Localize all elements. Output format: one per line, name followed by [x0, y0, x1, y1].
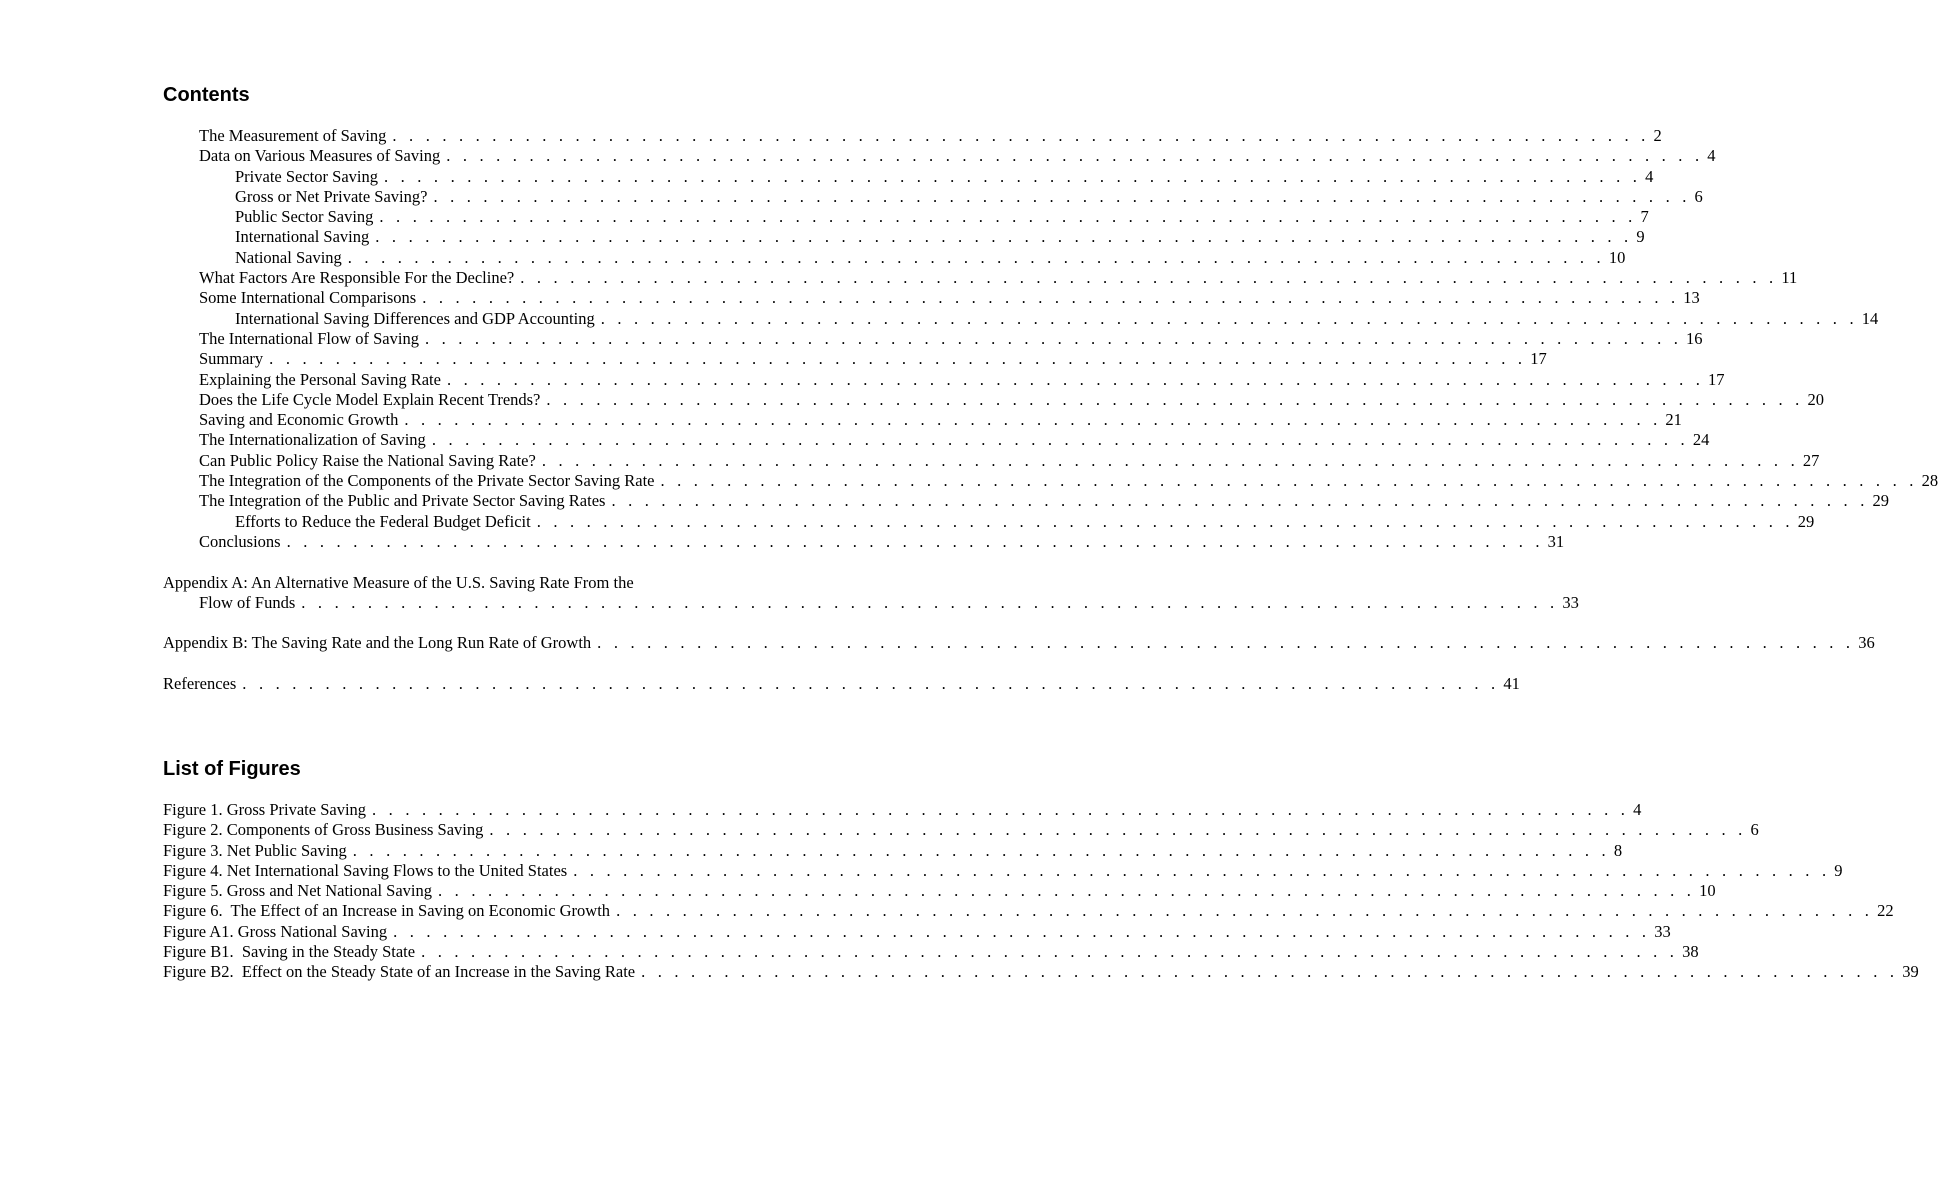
toc-entry-label: Does the Life Cycle Model Explain Recent Trends? [199, 389, 541, 409]
toc-entry-label: Can Public Policy Raise the National Saving Rate? [199, 450, 536, 470]
toc-entry-label: Explaining the Personal Saving Rate [199, 369, 441, 389]
toc-page-number: 41 [1503, 674, 1520, 694]
toc-page-number: 28 [1921, 471, 1938, 491]
toc-entry-label: Private Sector Saving [235, 166, 378, 186]
toc-page-number: 16 [1686, 328, 1703, 348]
dot-leader: . . . . . . . . . . . . . . . . . . . . . . . . . . . . . . . . . . . . . . . . . . . . . . . . . . . . . . . . . . . . . . . . . . . . . . . . . . . . [422, 288, 1680, 308]
dot-leader: . . . . . . . . . . . . . . . . . . . . . . . . . . . . . . . . . . . . . . . . . . . . . . . . . . . . . . . . . . . . . . . . . . . . . . . . . . . . [641, 962, 1899, 982]
toc-entry[interactable] [163, 369, 1725, 390]
toc-entry-label: The International Flow of Saving [199, 328, 419, 348]
toc-entry[interactable] [163, 471, 1938, 491]
toc-entry[interactable] [163, 511, 1815, 532]
toc-entry[interactable] [163, 207, 1649, 227]
figure-page-number: 9 [1834, 860, 1843, 880]
figures-heading: List of Figures [163, 758, 301, 780]
dot-leader: . . . . . . . . . . . . . . . . . . . . . . . . . . . . . . . . . . . . . . . . . . . . . . . . . . . . . . . . . . . . . . . . . . . . . . . . . . . . [660, 471, 1918, 491]
dot-leader: . . . . . . . . . . . . . . . . . . . . . . . . . . . . . . . . . . . . . . . . . . . . . . . . . . . . . . . . . . . . . . . . . . . . . . . . . . . . [424, 328, 1683, 348]
dot-leader: . . . . . . . . . . . . . . . . . . . . . . . . . . . . . . . . . . . . . . . . . . . . . . . . . . . . . . . . . . . . . . . . . . . . . . . . . . . . [286, 531, 1544, 551]
dot-leader: . . . . . . . . . . . . . . . . . . . . . . . . . . . . . . . . . . . . . . . . . . . . . . . . . . . . . . . . . . . . . . . . . . . . . . . . . . . . [393, 921, 1651, 941]
figure-entry-label: Figure 3. Net Public Saving [163, 840, 347, 860]
figure-entry[interactable] [163, 921, 1671, 942]
toc-entry[interactable] [163, 450, 1820, 471]
dot-leader: . . . . . . . . . . . . . . . . . . . . . . . . . . . . . . . . . . . . . . . . . . . . . . . . . . . . . . . . . . . . . . . . . . . . . . . . . . . . [520, 268, 1778, 288]
toc-entry-label: What Factors Are Responsible For the Decline? [199, 268, 515, 288]
dot-leader: . . . . . . . . . . . . . . . . . . . . . . . . . . . . . . . . . . . . . . . . . . . . . . . . . . . . . . . . . . . . . . . . . . . . . . . . . . . . [431, 430, 1689, 450]
toc-entry-label: Efforts to Reduce the Federal Budget Deficit [235, 511, 531, 531]
toc-entry-appendix-a-line1[interactable] [163, 573, 758, 593]
toc-entry-label: Saving and Economic Growth [199, 410, 399, 430]
dot-leader: . . . . . . . . . . . . . . . . . . . . . . . . . . . . . . . . . . . . . . . . . . . . . . . . . . . . . . . . . . . . . . . . . . . . . . . . . . . . [446, 146, 1704, 166]
dot-leader: . . . . . . . . . . . . . . . . . . . . . . . . . . . . . . . . . . . . . . . . . . . . . . . . . . . . . . . . . . . . . . . . . . . . . . . . . . . . [611, 491, 1869, 511]
figure-page-number: 38 [1682, 942, 1699, 962]
figure-page-number: 33 [1654, 921, 1671, 941]
dot-leader: . . . . . . . . . . . . . . . . . . . . . . . . . . . . . . . . . . . . . . . . . . . . . . . . . . . . . . . . . . . . . . . . . . . . . . . . . . . . [438, 881, 1696, 901]
dot-leader: . . . . . . . . . . . . . . . . . . . . . . . . . . . . . . . . . . . . . . . . . . . . . . . . . . . . . . . . . . . . . . . . . . . . . . . . . . . . [379, 207, 1637, 227]
dot-leader: . . . . . . . . . . . . . . . . . . . . . . . . . . . . . . . . . . . . . . . . . . . . . . . . . . . . . . . . . . . . . . . . . . . . . . . . . . . . [536, 511, 1794, 531]
dot-leader: . . . . . . . . . . . . . . . . . . . . . . . . . . . . . . . . . . . . . . . . . . . . . . . . . . . . . . . . . . . . . . . . . . . . . . . . . . . . [546, 389, 1804, 409]
toc-page-number: 31 [1547, 531, 1565, 551]
toc-entry[interactable] [163, 349, 1547, 369]
toc-entry[interactable] [163, 491, 1890, 511]
toc-entry-references[interactable] [163, 674, 1520, 694]
toc-entry-label: Appendix A: An Alternative Measure of the U.S. Saving Rate From the [163, 572, 634, 592]
figure-page-number: 6 [1750, 820, 1759, 840]
toc-entry[interactable] [163, 410, 1682, 430]
toc-page-number: 17 [1708, 369, 1725, 389]
contents-heading: Contents [163, 84, 250, 106]
figure-entry[interactable] [163, 800, 1642, 820]
toc-entry[interactable] [163, 328, 1703, 349]
toc-page-number: 29 [1872, 491, 1890, 511]
toc-entry-label: Summary [199, 349, 264, 369]
toc-page-number: 11 [1781, 268, 1798, 288]
toc-page-number: 9 [1636, 227, 1645, 247]
toc-page-number: 6 [1694, 186, 1703, 206]
toc-entry-label: Data on Various Measures of Saving [199, 146, 441, 166]
dot-leader: . . . . . . . . . . . . . . . . . . . . . . . . . . . . . . . . . . . . . . . . . . . . . . . . . . . . . . . . . . . . . . . . . . . . . . . . . . . . [352, 840, 1610, 860]
toc-entry-label: Flow of Funds [199, 592, 296, 612]
dot-leader: . . . . . . . . . . . . . . . . . . . . . . . . . . . . . . . . . . . . . . . . . . . . . . . . . . . . . . . . . . . . . . . . . . . . . . . . . . . . [383, 166, 1642, 186]
toc-entry[interactable] [163, 186, 1703, 207]
dot-leader: . . . . . . . . . . . . . . . . . . . . . . . . . . . . . . . . . . . . . . . . . . . . . . . . . . . . . . . . . . . . . . . . . . . . . . . . . . . . [392, 126, 1650, 145]
toc-page-number: 29 [1797, 511, 1815, 531]
toc-entry[interactable] [163, 126, 1662, 146]
toc-entry[interactable] [163, 268, 1798, 288]
toc-entry-label: Appendix B: The Saving Rate and the Long Run Rate of Growth [163, 633, 592, 653]
toc-entry-label: National Saving [235, 247, 342, 267]
toc-entry-label: Some International Comparisons [199, 288, 417, 308]
toc-entry-label: International Saving Differences and GDP Accounting [235, 308, 595, 328]
dot-leader: . . . . . . . . . . . . . . . . . . . . . . . . . . . . . . . . . . . . . . . . . . . . . . . . . . . . . . . . . . . . . . . . . . . . . . . . . . . . [347, 247, 1605, 267]
toc-entry[interactable] [163, 247, 1626, 268]
toc-entry-label: International Saving [235, 227, 370, 247]
figure-entry[interactable] [163, 881, 1716, 901]
toc-entry-label: The Measurement of Saving [199, 126, 387, 145]
figure-entry[interactable] [163, 942, 1699, 962]
toc-entry[interactable] [163, 227, 1645, 247]
toc-page-number: 14 [1861, 308, 1879, 328]
figure-entry-label: Figure 1. Gross Private Saving [163, 800, 367, 819]
figures-list [163, 800, 1919, 983]
figure-entry-label: Figure B1. Saving in the Steady State [163, 942, 416, 962]
toc-page-number: 20 [1807, 389, 1824, 409]
figure-entry[interactable] [163, 840, 1623, 861]
toc-page-number: 10 [1608, 247, 1626, 267]
figure-entry[interactable] [163, 962, 1919, 982]
figure-page-number: 39 [1902, 962, 1919, 982]
figure-page-number: 22 [1877, 901, 1894, 921]
toc-entry-label: The Integration of the Public and Private Sector Saving Rates [199, 491, 606, 511]
dot-leader: . . . . . . . . . . . . . . . . . . . . . . . . . . . . . . . . . . . . . . . . . . . . . . . . . . . . . . . . . . . . . . . . . . . . . . . . . . . . [375, 227, 1633, 247]
toc-entry-label: Gross or Net Private Saving? [235, 186, 428, 206]
toc-entry-appendix-b[interactable] [163, 633, 1875, 653]
toc-page-number: 7 [1640, 207, 1649, 227]
toc-entry-label: The Internationalization of Saving [199, 430, 426, 450]
dot-leader: . . . . . . . . . . . . . . . . . . . . . . . . . . . . . . . . . . . . . . . . . . . . . . . . . . . . . . . . . . . . . . . . . . . . . . . . . . . . [489, 820, 1747, 840]
figure-page-number: 8 [1613, 840, 1623, 860]
figure-entry[interactable] [163, 901, 1894, 921]
toc-page-number: 27 [1802, 450, 1820, 470]
figure-entry-label: Figure 2. Components of Gross Business Saving [163, 820, 484, 840]
figure-entry[interactable] [163, 860, 1843, 881]
contents-list [163, 126, 1938, 694]
toc-page-number: 4 [1645, 166, 1654, 186]
toc-entry-label: References [163, 674, 237, 694]
figure-page-number: 10 [1699, 881, 1716, 901]
figure-entry-label: Figure B2. Effect on the Steady State of an Increase in the Saving Rate [163, 962, 636, 982]
figure-entry[interactable] [163, 820, 1759, 840]
toc-entry-label: The Integration of the Components of the Private Sector Saving Rate [199, 471, 655, 491]
toc-entry-label: Conclusions [199, 531, 281, 551]
toc-page-number: 21 [1665, 410, 1682, 430]
figure-entry-label: Figure 4. Net International Saving Flows to the United States [163, 860, 568, 880]
dot-leader: . . . . . . . . . . . . . . . . . . . . . . . . . . . . . . . . . . . . . . . . . . . . . . . . . . . . . . . . . . . . . . . . . . . . . . . . . . . . [433, 186, 1691, 206]
toc-page-number: 13 [1683, 288, 1700, 308]
toc-page-number: 17 [1530, 349, 1547, 369]
dot-leader: . . . . . . . . . . . . . . . . . . . . . . . . . . . . . . . . . . . . . . . . . . . . . . . . . . . . . . . . . . . . . . . . . . . . . . . . . . . . [573, 860, 1831, 880]
toc-entry-appendix-a-line2[interactable] [163, 592, 1579, 613]
figure-entry-label: Figure A1. Gross National Saving [163, 921, 388, 941]
dot-leader: . . . . . . . . . . . . . . . . . . . . . . . . . . . . . . . . . . . . . . . . . . . . . . . . . . . . . . . . . . . . . . . . . . . . . . . . . . . . [541, 450, 1799, 470]
toc-page-number: 33 [1562, 592, 1579, 612]
toc-entry-label: Public Sector Saving [235, 207, 374, 227]
figure-entry-label: Figure 5. Gross and Net National Saving [163, 881, 433, 901]
toc-entry[interactable] [163, 308, 1879, 329]
dot-leader: . . . . . . . . . . . . . . . . . . . . . . . . . . . . . . . . . . . . . . . . . . . . . . . . . . . . . . . . . . . . . . . . . . . . . . . . . . . . [421, 942, 1679, 962]
dot-leader: . . . . . . . . . . . . . . . . . . . . . . . . . . . . . . . . . . . . . . . . . . . . . . . . . . . . . . . . . . . . . . . . . . . . . . . . . . . . [269, 349, 1527, 369]
dot-leader: . . . . . . . . . . . . . . . . . . . . . . . . . . . . . . . . . . . . . . . . . . . . . . . . . . . . . . . . . . . . . . . . . . . . . . . . . . . . [600, 308, 1858, 328]
toc-entry[interactable] [163, 146, 1716, 166]
dot-leader: . . . . . . . . . . . . . . . . . . . . . . . . . . . . . . . . . . . . . . . . . . . . . . . . . . . . . . . . . . . . . . . . . . . . . . . . . . . . [597, 633, 1855, 653]
toc-entry[interactable] [163, 531, 1565, 552]
toc-page-number: 2 [1653, 126, 1662, 145]
dot-leader: . . . . . . . . . . . . . . . . . . . . . . . . . . . . . . . . . . . . . . . . . . . . . . . . . . . . . . . . . . . . . . . . . . . . . . . . . . . . [301, 592, 1559, 612]
dot-leader: . . . . . . . . . . . . . . . . . . . . . . . . . . . . . . . . . . . . . . . . . . . . . . . . . . . . . . . . . . . . . . . . . . . . . . . . . . . . [616, 901, 1874, 921]
toc-entry[interactable] [163, 389, 1824, 410]
dot-leader: . . . . . . . . . . . . . . . . . . . . . . . . . . . . . . . . . . . . . . . . . . . . . . . . . . . . . . . . . . . . . . . . . . . . . . . . . . . . [404, 410, 1662, 430]
toc-page-number: 4 [1707, 146, 1716, 166]
dot-leader: . . . . . . . . . . . . . . . . . . . . . . . . . . . . . . . . . . . . . . . . . . . . . . . . . . . . . . . . . . . . . . . . . . . . . . . . . . . . [372, 800, 1630, 819]
figure-entry-label: Figure 6. The Effect of an Increase in Saving on Economic Growth [163, 901, 611, 921]
toc-entry[interactable] [163, 288, 1700, 308]
toc-entry[interactable] [163, 430, 1710, 450]
toc-page-number: 36 [1858, 633, 1875, 653]
toc-page-number: 24 [1692, 430, 1710, 450]
dot-leader: . . . . . . . . . . . . . . . . . . . . . . . . . . . . . . . . . . . . . . . . . . . . . . . . . . . . . . . . . . . . . . . . . . . . . . . . . . . . [446, 369, 1705, 389]
dot-leader: . . . . . . . . . . . . . . . . . . . . . . . . . . . . . . . . . . . . . . . . . . . . . . . . . . . . . . . . . . . . . . . . . . . . . . . . . . . . [242, 674, 1500, 694]
toc-entry[interactable] [163, 166, 1654, 187]
figure-page-number: 4 [1633, 800, 1642, 819]
